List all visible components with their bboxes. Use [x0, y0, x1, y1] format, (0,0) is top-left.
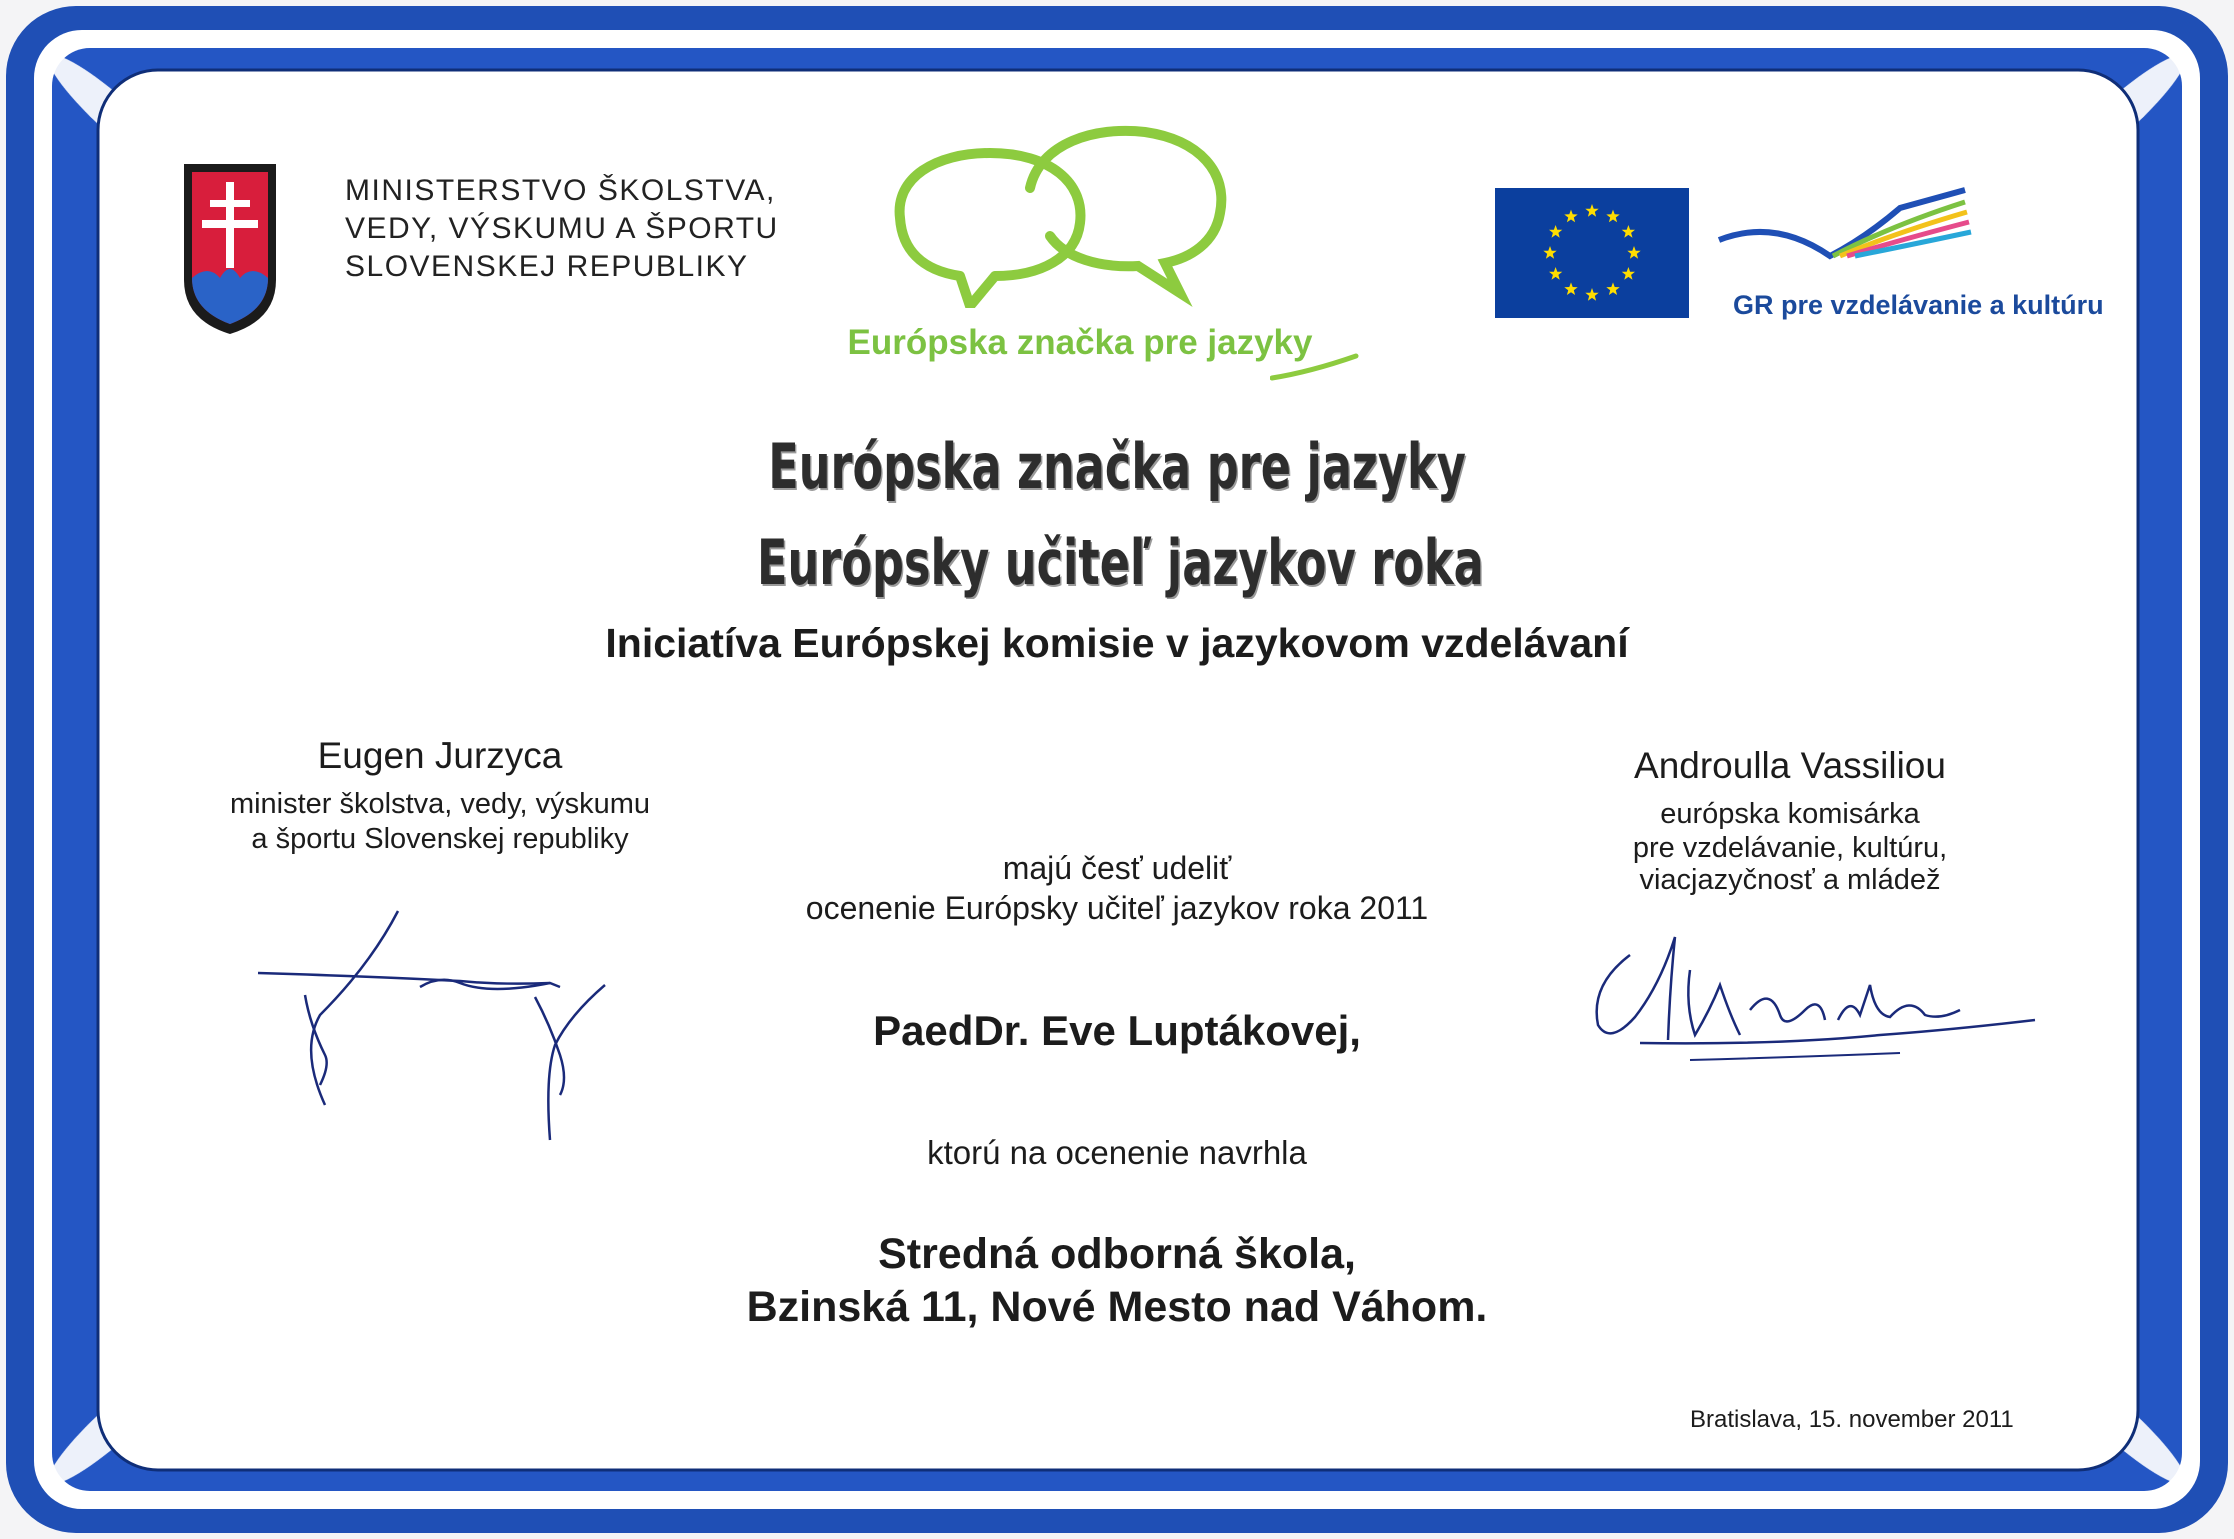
honor-line1: majú česť udeliť: [1002, 850, 1232, 886]
slovak-coat-of-arms-icon: [180, 160, 280, 338]
left-signature-icon: [250, 905, 630, 1145]
eu-flag-icon: [1495, 188, 1689, 318]
swoosh-underline-icon: [1270, 352, 1360, 382]
directorate-general-text: GR pre vzdelávanie a kultúru: [1733, 290, 2104, 320]
school-name: Stredná odborná škola,: [878, 1230, 1356, 1278]
school-address: Bzinská 11, Nové Mesto nad Váhom.: [746, 1283, 1488, 1331]
certificate-title: Európska značka pre jazyky: [768, 430, 1466, 503]
right-signatory-role-line3: viacjazyčnosť a mládež: [1639, 864, 1941, 896]
right-signatory-name: Androulla Vassiliou: [1634, 745, 1946, 786]
education-culture-bird-icon: [1715, 178, 1975, 283]
place-and-date: Bratislava, 15. november 2011: [1690, 1406, 2014, 1433]
honor-line2: ocenenie Európsky učiteľ jazykov roka 2011: [805, 890, 1429, 926]
right-signatory-role-line2: pre vzdelávanie, kultúru,: [1632, 832, 1948, 864]
left-signatory-name: Eugen Jurzyca: [317, 735, 563, 776]
ministry-line3: SLOVENSKEJ REPUBLIKY: [345, 250, 749, 283]
ministry-name: [345, 172, 779, 286]
speech-bubbles-logo-icon: [880, 118, 1240, 308]
right-signature-icon: [1580, 925, 2040, 1070]
ministry-line2: VEDY, VÝSKUMU A ŠPORTU: [345, 212, 779, 245]
nominated-by-text: ktorú na ocenenie navrhla: [927, 1134, 1307, 1171]
ministry-line1: MINISTERSTVO ŠKOLSTVA,: [345, 174, 776, 207]
certificate-subtitle: Európsky učiteľ jazykov roka: [757, 526, 1484, 599]
left-signatory-role-line1: minister školstva, vedy, výskumu: [229, 788, 651, 820]
initiative-heading: Iniciatíva Európskej komisie v jazykovom vzdelávaní: [605, 620, 1629, 666]
recipient-name: PaedDr. Eve Luptákovej,: [873, 1007, 1361, 1054]
right-signatory-role-line1: európska komisárka: [1660, 798, 1920, 830]
left-signatory-role-line2: a športu Slovenskej republiky: [251, 823, 629, 855]
language-label-badge-text: Európska značka pre jazyky: [847, 323, 1313, 362]
